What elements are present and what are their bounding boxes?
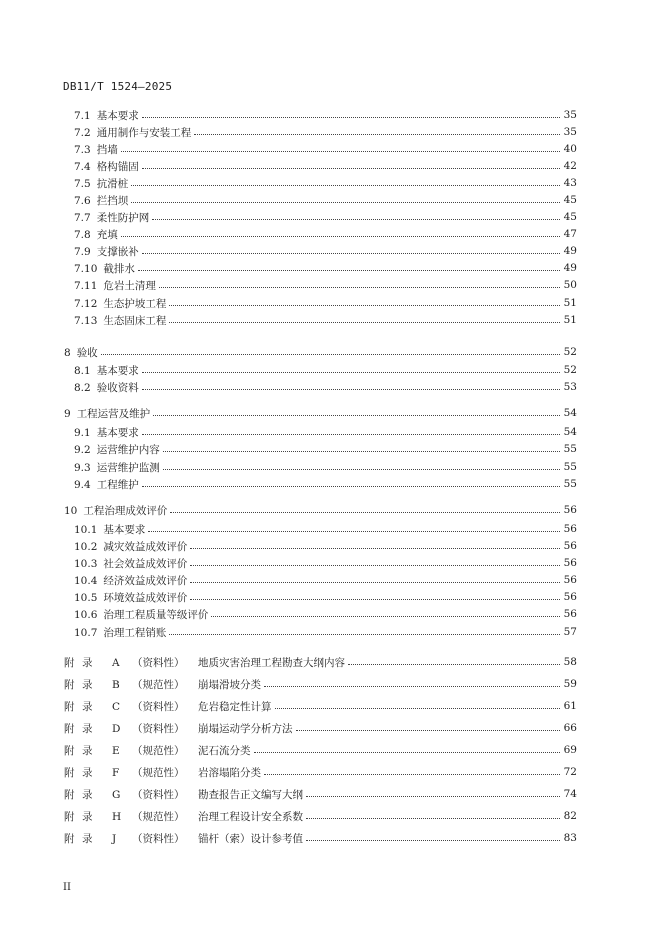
document-code-header: DB11/T 1524—2025 — [63, 80, 173, 93]
page-number-footer: II — [63, 882, 71, 893]
toc-entry-number: 9.2 — [74, 443, 91, 456]
toc-entry-number: 7.11 — [74, 279, 98, 292]
appendix-name: 岩溶塌陷分类 — [198, 766, 261, 779]
toc-appendix-entry[interactable] — [64, 787, 577, 801]
toc-entry[interactable] — [74, 176, 577, 190]
appendix-label: 附 — [64, 788, 75, 801]
appendix-type: （资料性） — [132, 788, 185, 801]
dot-leader — [348, 663, 560, 665]
toc-entry-page: 56 — [563, 591, 577, 603]
appendix-name: 崩塌滑坡分类 — [198, 678, 261, 691]
appendix-label: 录 — [82, 788, 93, 801]
dot-leader — [275, 707, 561, 709]
appendix-label: 录 — [82, 832, 93, 845]
toc-appendix-entry[interactable] — [64, 743, 577, 757]
toc-entry-label: 格构锚固 — [96, 160, 139, 173]
appendix-letter: C — [112, 700, 121, 713]
appendix-type: （规范性） — [132, 678, 185, 691]
toc-entry-label: 基本要求 — [96, 426, 139, 439]
toc-entry-label: 抗滑桩 — [96, 177, 129, 190]
toc-entry-label: 通用制作与安装工程 — [96, 126, 192, 139]
toc-entry-title — [74, 108, 139, 123]
appendix-label: 附 — [64, 678, 75, 691]
appendix-title — [64, 787, 303, 802]
toc-entry-number: 7.12 — [74, 297, 98, 310]
toc-entry-label: 基本要求 — [96, 109, 139, 122]
toc-entry-number: 8 — [64, 346, 71, 359]
appendix-page: 59 — [563, 678, 577, 690]
dot-leader — [264, 773, 560, 775]
toc-entry-number: 7.13 — [74, 314, 98, 327]
appendix-page: 74 — [563, 788, 577, 800]
toc-entry-number: 10.5 — [74, 591, 98, 604]
toc-entry-label: 柔性防护网 — [96, 211, 150, 224]
toc-entry-page: 56 — [563, 608, 577, 620]
toc-appendix-entry[interactable] — [64, 699, 577, 713]
dot-leader — [138, 269, 560, 271]
toc-entry-title — [74, 193, 128, 208]
appendix-name: 泥石流分类 — [198, 744, 251, 757]
toc-entry-page: 56 — [563, 540, 577, 552]
toc-appendix-entry[interactable] — [64, 765, 577, 779]
appendix-label: 附 — [64, 766, 75, 779]
toc-entry-number: 10.1 — [74, 523, 98, 536]
toc-entry-label: 危岩土清理 — [103, 279, 156, 292]
toc-entry-title — [74, 607, 208, 622]
appendix-type: （资料性） — [132, 656, 185, 669]
toc-entry[interactable] — [74, 210, 577, 224]
dot-leader — [296, 729, 561, 731]
appendix-label: 附 — [64, 744, 75, 757]
toc-entry[interactable] — [74, 556, 577, 570]
appendix-name: 危岩稳定性计算 — [198, 700, 272, 713]
toc-entry-number: 10.7 — [74, 626, 98, 639]
appendix-type: （资料性） — [132, 722, 185, 735]
toc-entry-title — [74, 477, 139, 492]
appendix-title — [64, 699, 272, 714]
toc-entry-label: 基本要求 — [96, 364, 139, 377]
toc-entry-number: 10.2 — [74, 540, 98, 553]
toc-entry-title — [74, 125, 191, 140]
toc-entry-page: 54 — [563, 407, 577, 419]
toc-entry-title — [74, 278, 156, 293]
toc-entry-number: 9.3 — [74, 461, 91, 474]
toc-entry[interactable] — [74, 477, 577, 491]
toc-entry-page: 56 — [563, 523, 577, 535]
toc-entry-title — [74, 227, 118, 242]
toc-entry-number: 10.6 — [74, 608, 98, 621]
toc-entry-title — [74, 296, 166, 311]
toc-entry-label: 充填 — [96, 228, 118, 241]
dot-leader — [142, 167, 560, 169]
toc-entry[interactable] — [74, 442, 577, 456]
dot-leader — [306, 817, 560, 819]
toc-entry-title — [74, 313, 166, 328]
toc-entry-page: 54 — [563, 426, 577, 438]
toc-entry[interactable] — [74, 380, 577, 394]
appendix-type: （规范性） — [132, 766, 185, 779]
toc-entry[interactable] — [64, 406, 577, 420]
toc-entry-title — [64, 406, 150, 421]
dot-leader — [190, 581, 560, 583]
dot-leader — [131, 184, 560, 186]
toc-entry-page: 47 — [563, 228, 577, 240]
appendix-name: 勘查报告正文编写大纲 — [198, 788, 303, 801]
appendix-type: （规范性） — [132, 744, 185, 757]
toc-entry-page: 42 — [563, 160, 577, 172]
appendix-label: 录 — [82, 744, 93, 757]
toc-appendix-entry[interactable] — [64, 677, 577, 691]
toc-entry-number: 7.1 — [74, 109, 91, 122]
toc-entry-page: 56 — [563, 574, 577, 586]
dot-leader — [170, 511, 560, 513]
toc-entry-page: 49 — [563, 262, 577, 274]
toc-entry-title — [74, 176, 128, 191]
toc-entry[interactable] — [74, 159, 577, 173]
toc-entry-title — [74, 539, 187, 554]
toc-entry-title — [74, 210, 149, 225]
toc-entry-page: 43 — [563, 177, 577, 189]
toc-entry-label: 环境效益成效评价 — [103, 591, 188, 604]
toc-entry[interactable] — [74, 313, 577, 327]
appendix-title — [64, 765, 261, 780]
toc-entry-number: 7.8 — [74, 228, 91, 241]
toc-entry-number: 7.7 — [74, 211, 91, 224]
toc-entry[interactable] — [64, 503, 577, 517]
appendix-letter: D — [112, 722, 121, 735]
toc-entry-label: 社会效益成效评价 — [103, 557, 188, 570]
dot-leader — [169, 304, 560, 306]
appendix-title — [64, 721, 293, 736]
appendix-title — [64, 831, 303, 846]
toc-entry-label: 验收 — [76, 346, 98, 359]
toc-entry-title — [64, 345, 98, 360]
toc-entry-label: 生态护坡工程 — [103, 297, 167, 310]
dot-leader — [101, 353, 560, 355]
toc-entry[interactable] — [74, 522, 577, 536]
appendix-page: 72 — [563, 766, 577, 778]
appendix-label: 录 — [82, 700, 93, 713]
toc-entry[interactable] — [64, 345, 577, 359]
appendix-page: 82 — [563, 810, 577, 822]
dot-leader — [264, 685, 560, 687]
toc-entry-number: 7.9 — [74, 245, 91, 258]
toc-entry-number: 8.2 — [74, 381, 91, 394]
toc-entry-number: 7.4 — [74, 160, 91, 173]
appendix-label: 附 — [64, 700, 75, 713]
appendix-label: 录 — [82, 766, 93, 779]
dot-leader — [169, 633, 560, 635]
appendix-name: 崩塌运动学分析方法 — [198, 722, 293, 735]
toc-entry-page: 53 — [563, 381, 577, 393]
toc-entry[interactable] — [74, 193, 577, 207]
toc-entry[interactable] — [74, 573, 577, 587]
toc-entry-number: 10 — [64, 504, 78, 517]
toc-entry-number: 7.10 — [74, 262, 98, 275]
toc-entry[interactable] — [74, 425, 577, 439]
appendix-label: 附 — [64, 810, 75, 823]
toc-entry-label: 治理工程销账 — [103, 626, 167, 639]
dot-leader — [194, 133, 560, 135]
toc-entry-label: 截排水 — [103, 262, 135, 275]
toc-entry-title — [64, 503, 167, 518]
appendix-page: 83 — [563, 832, 577, 844]
toc-entry-title — [74, 425, 139, 440]
toc-entry[interactable] — [74, 108, 577, 122]
dot-leader — [169, 321, 560, 323]
appendix-title — [64, 677, 261, 692]
toc-entry-label: 挡墙 — [96, 143, 118, 156]
toc-entry-page: 40 — [563, 143, 577, 155]
appendix-name: 治理工程设计安全系数 — [198, 810, 303, 823]
toc-entry-label: 治理工程质量等级评价 — [103, 608, 209, 621]
toc-entry-title — [74, 460, 160, 475]
toc-entry-number: 7.3 — [74, 143, 91, 156]
dot-leader — [190, 598, 560, 600]
dot-leader — [142, 388, 560, 390]
toc-entry-number: 9.1 — [74, 426, 91, 439]
toc-entry[interactable] — [74, 607, 577, 621]
toc-entry-label: 拦挡坝 — [96, 194, 129, 207]
toc-entry[interactable] — [74, 227, 577, 241]
toc-entry-label: 经济效益成效评价 — [103, 574, 188, 587]
toc-entry-page: 51 — [563, 297, 577, 309]
toc-entry-label: 验收资料 — [96, 381, 139, 394]
toc-appendix-entry[interactable] — [64, 809, 577, 823]
toc-entry[interactable] — [74, 296, 577, 310]
appendix-type: （规范性） — [132, 810, 185, 823]
dot-leader — [121, 235, 560, 237]
dot-leader — [306, 839, 560, 841]
dot-leader — [142, 371, 560, 373]
toc-entry[interactable] — [74, 278, 577, 292]
appendix-letter: B — [112, 678, 120, 691]
toc-entry-page: 56 — [563, 504, 577, 516]
toc-entry-label: 运营维护监测 — [96, 461, 160, 474]
toc-entry[interactable] — [74, 625, 577, 639]
toc-entry-number: 10.4 — [74, 574, 98, 587]
toc-entry-page: 52 — [563, 346, 577, 358]
toc-entry-page: 50 — [563, 279, 577, 291]
toc-entry-title — [74, 590, 187, 605]
toc-entry-page: 45 — [563, 194, 577, 206]
dot-leader — [148, 530, 560, 532]
toc-entry-page: 57 — [563, 626, 577, 638]
dot-leader — [211, 615, 560, 617]
appendix-label: 录 — [82, 722, 93, 735]
appendix-label: 附 — [64, 722, 75, 735]
appendix-page: 58 — [563, 656, 577, 668]
toc-entry-title — [74, 380, 139, 395]
dot-leader — [142, 116, 560, 118]
toc-entry[interactable] — [74, 244, 577, 258]
toc-entry-page: 55 — [563, 443, 577, 455]
appendix-label: 录 — [82, 678, 93, 691]
toc-entry-label: 基本要求 — [103, 523, 146, 536]
dot-leader — [142, 485, 560, 487]
toc-entry[interactable] — [74, 142, 577, 156]
dot-leader — [306, 795, 560, 797]
appendix-letter: E — [112, 744, 120, 757]
appendix-type: （资料性） — [132, 700, 185, 713]
toc-entry-title — [74, 159, 139, 174]
toc-entry-number: 9.4 — [74, 478, 91, 491]
toc-entry-page: 45 — [563, 211, 577, 223]
toc-entry-page: 49 — [563, 245, 577, 257]
appendix-title — [64, 743, 251, 758]
dot-leader — [190, 547, 560, 549]
appendix-label: 录 — [82, 656, 93, 669]
appendix-letter: H — [112, 810, 122, 823]
toc-entry-label: 工程治理成效评价 — [83, 504, 168, 517]
toc-entry-label: 支撑嵌补 — [96, 245, 139, 258]
toc-entry-number: 9 — [64, 407, 71, 420]
toc-entry-number: 10.3 — [74, 557, 98, 570]
toc-entry-title — [74, 142, 118, 157]
dot-leader — [121, 150, 560, 152]
dot-leader — [153, 414, 560, 416]
appendix-name: 锚杆（索）设计参考值 — [198, 832, 303, 845]
toc-entry-number: 7.2 — [74, 126, 91, 139]
toc-entry[interactable] — [74, 460, 577, 474]
toc-entry-page: 35 — [563, 126, 577, 138]
appendix-title — [64, 655, 345, 670]
dot-leader — [190, 564, 560, 566]
toc-entry-page: 55 — [563, 461, 577, 473]
toc-entry-page: 35 — [563, 109, 577, 121]
toc-entry-page: 52 — [563, 364, 577, 376]
appendix-label: 附 — [64, 832, 75, 845]
dot-leader — [152, 218, 560, 220]
appendix-label: 录 — [82, 810, 93, 823]
toc-entry-title — [74, 573, 187, 588]
toc-entry-title — [74, 244, 139, 259]
toc-entry[interactable] — [74, 539, 577, 553]
toc-entry-label: 减灾效益成效评价 — [103, 540, 188, 553]
toc-entry-page: 56 — [563, 557, 577, 569]
toc-entry[interactable] — [74, 590, 577, 604]
toc-entry[interactable] — [74, 363, 577, 377]
dot-leader — [142, 433, 560, 435]
toc-entry-number: 7.5 — [74, 177, 91, 190]
toc-entry[interactable] — [74, 261, 577, 275]
appendix-name: 地质灾害治理工程勘查大纲内容 — [198, 656, 345, 669]
toc-entry[interactable] — [74, 125, 577, 139]
toc-entry-title — [74, 363, 139, 378]
appendix-label: 附 — [64, 656, 75, 669]
toc-appendix-entry[interactable] — [64, 721, 577, 735]
toc-appendix-entry[interactable] — [64, 655, 577, 669]
dot-leader — [131, 201, 560, 203]
dot-leader — [163, 468, 560, 470]
toc-entry-title — [74, 625, 166, 640]
toc-entry-page: 55 — [563, 478, 577, 490]
toc-entry-label: 工程维护 — [96, 478, 139, 491]
appendix-type: （资料性） — [132, 832, 185, 845]
appendix-page: 69 — [563, 744, 577, 756]
toc-entry-number: 7.6 — [74, 194, 91, 207]
appendix-page: 61 — [563, 700, 577, 712]
appendix-letter: F — [112, 766, 120, 779]
toc-entry-page: 51 — [563, 314, 577, 326]
toc-entry-label: 生态固床工程 — [103, 314, 167, 327]
toc-entry-title — [74, 442, 160, 457]
toc-entry-title — [74, 522, 145, 537]
appendix-letter: G — [112, 788, 121, 801]
dot-leader — [159, 286, 560, 288]
toc-entry-title — [74, 556, 187, 571]
toc-entry-title — [74, 261, 135, 276]
appendix-letter: J — [112, 832, 117, 845]
toc-entry-label: 工程运营及维护 — [76, 407, 151, 420]
dot-leader — [142, 252, 560, 254]
dot-leader — [163, 450, 560, 452]
appendix-page: 66 — [563, 722, 577, 734]
appendix-letter: A — [112, 656, 120, 669]
dot-leader — [254, 751, 561, 753]
toc-appendix-entry[interactable] — [64, 831, 577, 845]
toc-entry-label: 运营维护内容 — [96, 443, 160, 456]
toc-entry-number: 8.1 — [74, 364, 91, 377]
appendix-title — [64, 809, 303, 824]
